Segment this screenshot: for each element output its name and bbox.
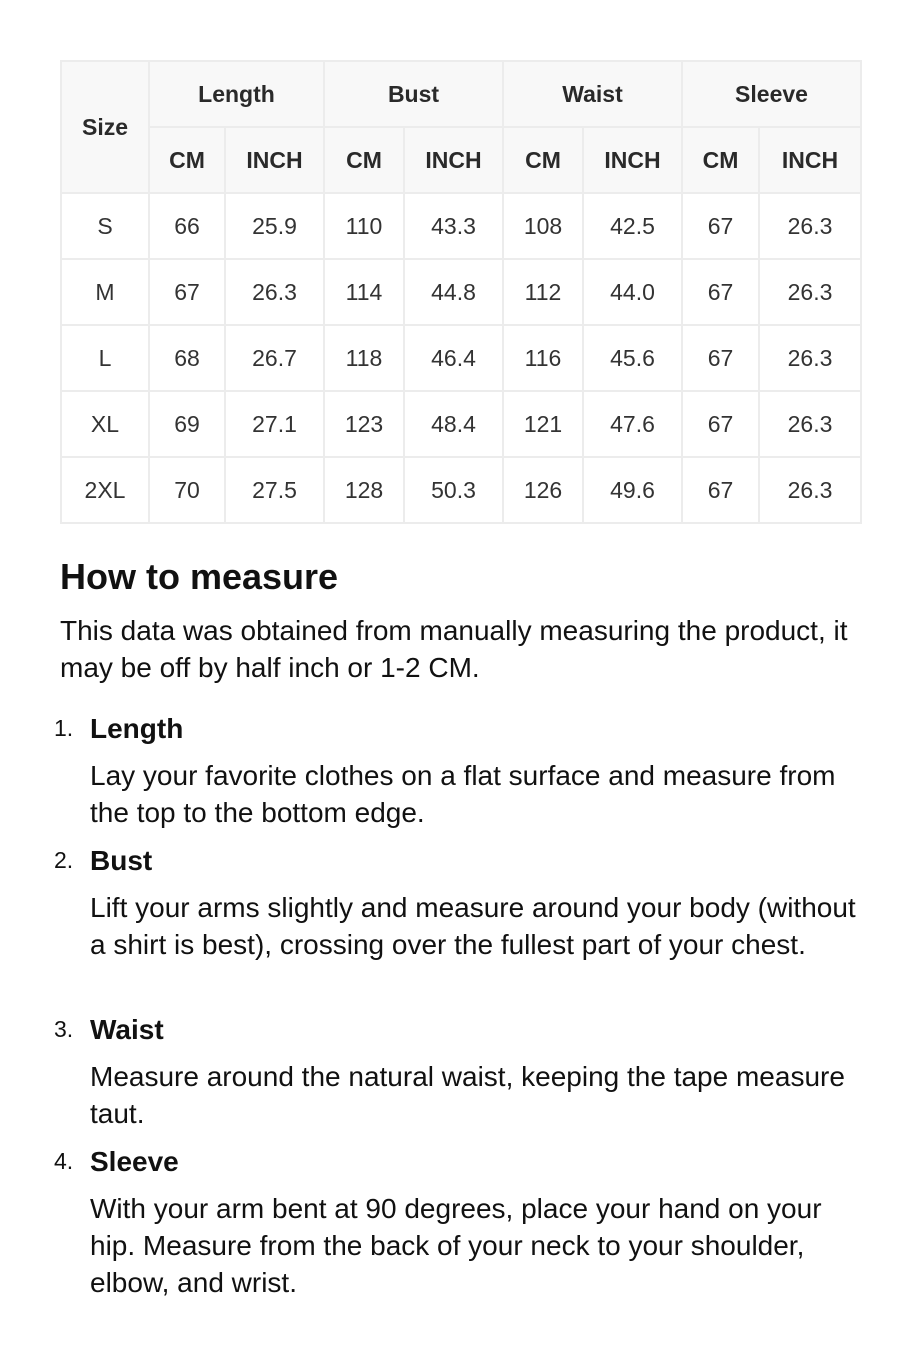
unit-header-cm: CM bbox=[324, 127, 404, 193]
measurement-cell: 26.7 bbox=[225, 325, 324, 391]
step-description: With your arm bent at 90 degrees, place your hand on your hip. Measure from the back of your neck to your shoulder, elbow, and wrist. bbox=[90, 1193, 822, 1298]
measurement-cell: 46.4 bbox=[404, 325, 503, 391]
measurement-cell: 67 bbox=[682, 457, 759, 523]
measurement-cell: 26.3 bbox=[759, 325, 861, 391]
table-row bbox=[61, 457, 861, 523]
step-number: 3. bbox=[54, 1016, 74, 1042]
sleeve-group-header: Sleeve bbox=[682, 61, 861, 127]
table-row bbox=[61, 325, 861, 391]
measurement-cell: 126 bbox=[503, 457, 583, 523]
size-cell: S bbox=[61, 193, 149, 259]
unit-header-inch: INCH bbox=[404, 127, 503, 193]
step-title: Length bbox=[90, 713, 184, 744]
table-header-row-groups bbox=[61, 61, 861, 127]
unit-header-inch: INCH bbox=[759, 127, 861, 193]
measurement-cell: 27.5 bbox=[225, 457, 324, 523]
measurement-cell: 67 bbox=[149, 259, 225, 325]
measurement-cell: 68 bbox=[149, 325, 225, 391]
step-number: 1. bbox=[54, 715, 74, 741]
bust-group-header: Bust bbox=[324, 61, 503, 127]
measurement-cell: 128 bbox=[324, 457, 404, 523]
table-row bbox=[61, 259, 861, 325]
measurement-cell: 25.9 bbox=[225, 193, 324, 259]
measurement-cell: 44.0 bbox=[583, 259, 682, 325]
size-chart-table bbox=[60, 60, 862, 524]
measurement-cell: 42.5 bbox=[583, 193, 682, 259]
step-title: Bust bbox=[90, 845, 153, 876]
measurement-cell: 45.6 bbox=[583, 325, 682, 391]
measurement-cell: 67 bbox=[682, 259, 759, 325]
measurement-cell: 110 bbox=[324, 193, 404, 259]
measurement-cell: 27.1 bbox=[225, 391, 324, 457]
length-group-header: Length bbox=[149, 61, 324, 127]
measurement-cell: 123 bbox=[324, 391, 404, 457]
measurement-cell: 108 bbox=[503, 193, 583, 259]
measurement-cell: 26.3 bbox=[759, 457, 861, 523]
step-description: Lift your arms slightly and measure around your body (without a shirt is best), crossing over the fullest part of your chest. bbox=[90, 892, 856, 960]
measurement-cell: 67 bbox=[682, 391, 759, 457]
table-row bbox=[61, 193, 861, 259]
size-column-header: Size bbox=[61, 61, 149, 193]
size-cell: L bbox=[61, 325, 149, 391]
measurement-cell: 26.3 bbox=[759, 259, 861, 325]
measurement-cell: 114 bbox=[324, 259, 404, 325]
table-row bbox=[61, 391, 861, 457]
step-number: 4. bbox=[54, 1148, 74, 1174]
measurement-cell: 121 bbox=[503, 391, 583, 457]
measurement-cell: 67 bbox=[682, 193, 759, 259]
step-description: Lay your favorite clothes on a flat surface and measure from the top to the bottom edge. bbox=[90, 760, 836, 828]
measurement-cell: 26.3 bbox=[759, 391, 861, 457]
measurement-cell: 116 bbox=[503, 325, 583, 391]
measurement-cell: 67 bbox=[682, 325, 759, 391]
section-heading: How to measure bbox=[60, 556, 339, 597]
measurement-cell: 112 bbox=[503, 259, 583, 325]
step-title: Sleeve bbox=[90, 1146, 179, 1177]
measurement-cell: 50.3 bbox=[404, 457, 503, 523]
measurement-cell: 118 bbox=[324, 325, 404, 391]
size-table-body bbox=[61, 193, 861, 523]
waist-group-header: Waist bbox=[503, 61, 682, 127]
measurement-cell: 66 bbox=[149, 193, 225, 259]
measurement-cell: 44.8 bbox=[404, 259, 503, 325]
measurement-cell: 48.4 bbox=[404, 391, 503, 457]
unit-header-cm: CM bbox=[149, 127, 225, 193]
size-cell: XL bbox=[61, 391, 149, 457]
measurement-cell: 26.3 bbox=[225, 259, 324, 325]
unit-header-inch: INCH bbox=[583, 127, 682, 193]
step-number: 2. bbox=[54, 847, 74, 873]
measurement-cell: 43.3 bbox=[404, 193, 503, 259]
step-title: Waist bbox=[90, 1014, 164, 1045]
measurement-cell: 26.3 bbox=[759, 193, 861, 259]
size-cell: 2XL bbox=[61, 457, 149, 523]
unit-header-cm: CM bbox=[503, 127, 583, 193]
unit-header-cm: CM bbox=[682, 127, 759, 193]
measurement-cell: 49.6 bbox=[583, 457, 682, 523]
unit-header-inch: INCH bbox=[225, 127, 324, 193]
size-cell: M bbox=[61, 259, 149, 325]
table-header-row-units bbox=[61, 127, 861, 193]
measurement-cell: 70 bbox=[149, 457, 225, 523]
measurement-cell: 69 bbox=[149, 391, 225, 457]
intro-text: This data was obtained from manually measuring the product, it may be off by half inch or 1-2 CM. bbox=[60, 615, 848, 683]
measurement-cell: 47.6 bbox=[583, 391, 682, 457]
step-description: Measure around the natural waist, keeping the tape measure taut. bbox=[90, 1061, 845, 1129]
